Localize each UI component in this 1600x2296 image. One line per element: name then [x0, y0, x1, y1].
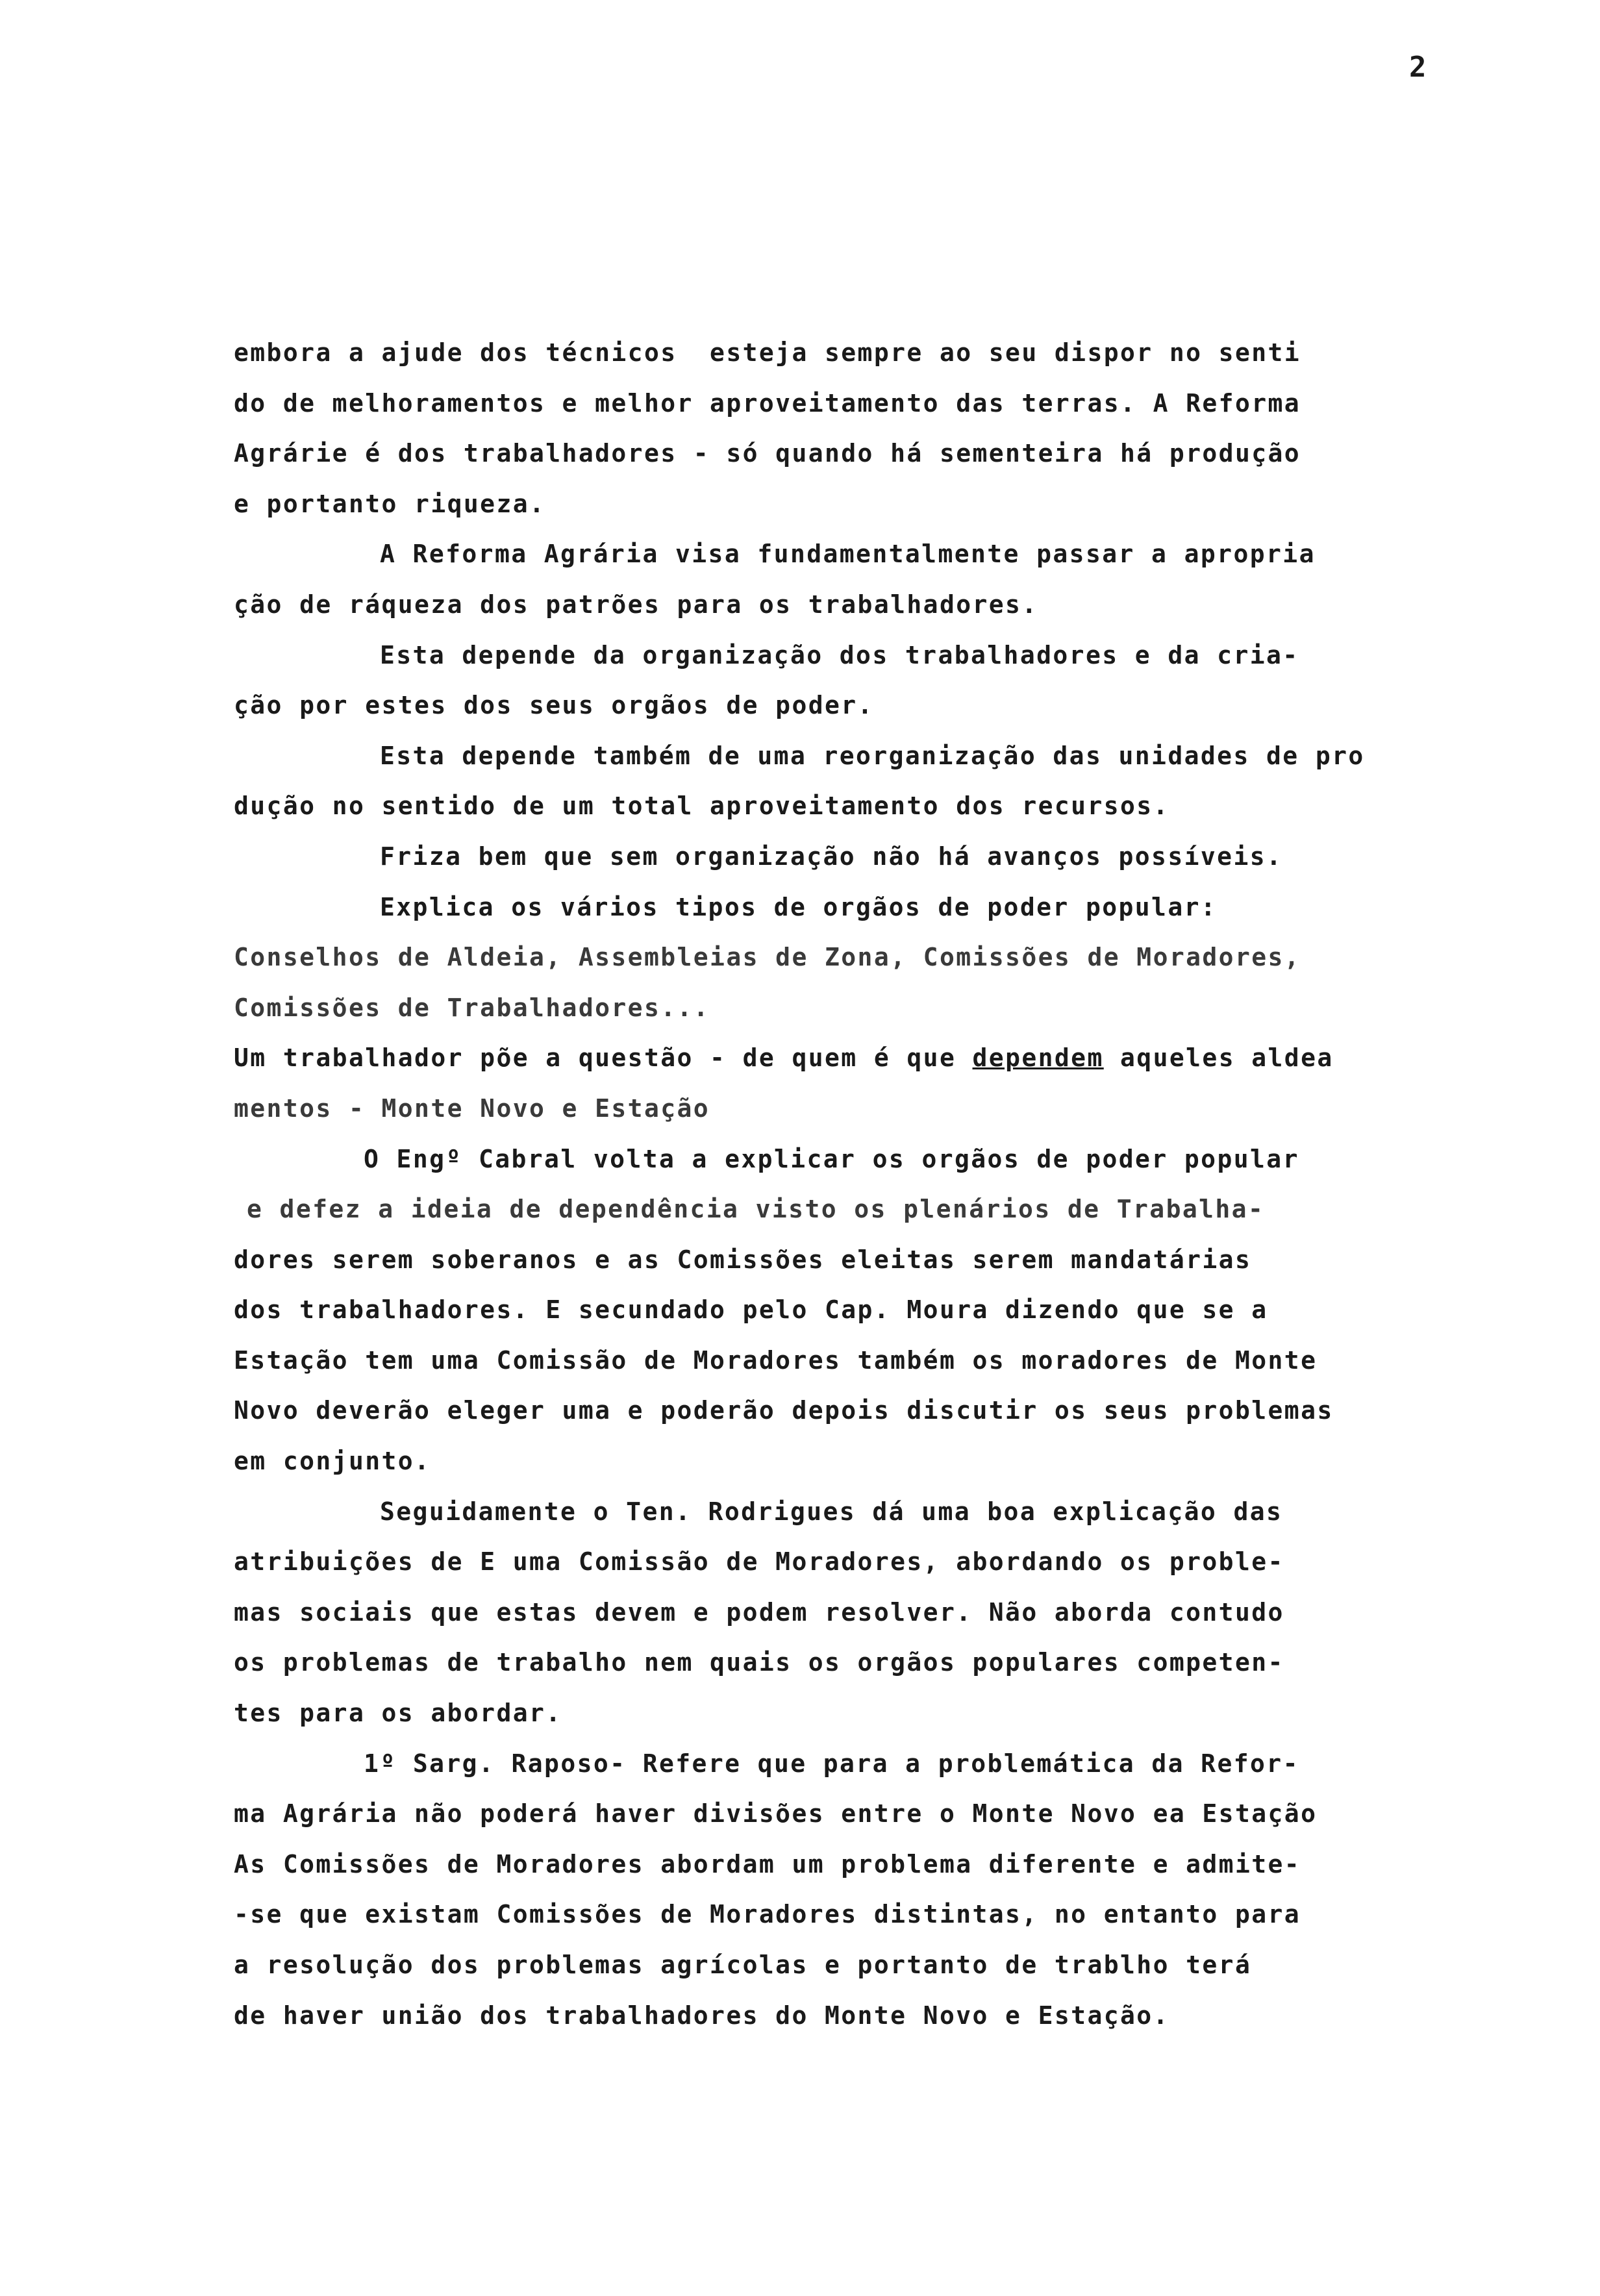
text-line: Novo deverão eleger uma e poderão depois discutir os seus problemas [234, 1396, 1334, 1425]
text-line: Esta depende também de uma reorganização das unidades de pro [380, 741, 1365, 770]
text-line: de haver união dos trabalhadores do Monte Novo e Estação. [234, 2001, 1169, 2030]
text-line: Friza bem que sem organização não há avanços possíveis. [380, 842, 1283, 871]
text-line: -se que existam Comissões de Moradores distintas, no entanto para [234, 1900, 1301, 1929]
text-line: a resolução dos problemas agrícolas e portanto de trablho terá [234, 1951, 1252, 1979]
text-line: Esta depende da organização dos trabalhadores e da cria- [380, 640, 1299, 669]
text-line: dores serem soberanos e as Comissões eleitas serem mandatárias [234, 1245, 1252, 1274]
text-line: dução no sentido de um total aproveitamento dos recursos. [234, 792, 1169, 821]
text-line: do de melhoramentos e melhor aproveitamento das terras. A Reforma [234, 388, 1301, 418]
text-line: dos trabalhadores. E secundado pelo Cap. Moura dizendo que se a [234, 1295, 1268, 1325]
text-line-with-underline [234, 1033, 1519, 1084]
text-line: ção de ráqueza dos patrões para os trabalhadores. [234, 590, 1038, 619]
text-line: e defez a ideia de dependência visto os plenários de Trabalha- [247, 1195, 1265, 1224]
text-line: As Comissões de Moradores abordam um problema diferente e admite- [234, 1849, 1301, 1878]
underlined-word: dependem [972, 1043, 1104, 1073]
text-line-end: aqueles aldea [1103, 1043, 1334, 1073]
text-line: atribuições de E uma Comissão de Moradores, abordando os proble- [234, 1547, 1284, 1577]
text-line: Agrárie é dos trabalhadores - só quando há sementeira há produção [234, 439, 1301, 468]
text-line: Estação tem uma Comissão de Moradores também os moradores de Monte [234, 1345, 1318, 1375]
text-line: Seguidamente o Ten. Rodrigues dá uma boa explicação das [380, 1497, 1283, 1526]
text-line: tes para os abordar. [234, 1699, 562, 1728]
text-line: mentos - Monte Novo e Estação [234, 1093, 710, 1123]
text-line: ção por estes dos seus orgãos de poder. [234, 691, 874, 720]
page-number: 2 [1409, 51, 1427, 84]
text-line: A Reforma Agrária visa fundamentalmente passar a apropria [380, 540, 1316, 569]
text-line: embora a ajude dos técnicos esteja sempre ao seu dispor no senti [234, 338, 1301, 367]
text-line-start: Um trabalhador põe a questão - de quem é que [234, 1043, 973, 1073]
text-line: e portanto riqueza. [234, 489, 546, 518]
text-line: ma Agrária não poderá haver divisões entre o Monte Novo ea Estação [234, 1799, 1318, 1828]
text-line: mas sociais que estas devem e podem resolver. Não aborda contudo [234, 1597, 1284, 1627]
text-line: em conjunto. [234, 1447, 431, 1476]
text-line: Comissões de Trabalhadores... [234, 993, 710, 1022]
text-line: Conselhos de Aldeia, Assembleias de Zona, Comissões de Moradores, [234, 943, 1301, 972]
text-line: O Engº Cabral volta a explicar os orgãos de poder popular [364, 1144, 1299, 1173]
typed-text-body [234, 328, 1519, 2041]
text-line: Explica os vários tipos de orgãos de poder popular: [380, 892, 1218, 921]
text-line: 1º Sarg. Raposo- Refere que para a problemática da Refor- [364, 1749, 1299, 1778]
text-line: os problemas de trabalho nem quais os orgãos populares competen- [234, 1648, 1284, 1677]
